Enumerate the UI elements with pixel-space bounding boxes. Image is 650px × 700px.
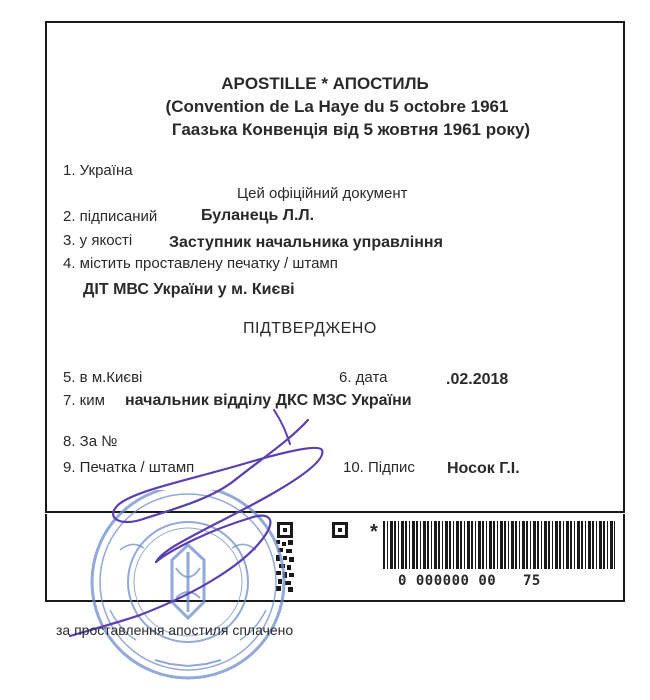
seal-label: 4. містить проставлену печатку / штамп [63,255,338,272]
convention-line-ua: Гаазька Конвенція від 5 жовтня 1961 року) [171,120,531,139]
date-value: .02.2018 [446,371,509,388]
place-label: 5. в м.Києві [63,369,143,386]
convention-line-fr: (Convention de La Haye du 5 octobre 1961 [165,97,509,116]
qr-marker-left [277,522,293,538]
document-intro: Цей офіційний документ [237,185,408,202]
issued-by-label: 7. ким [63,392,105,409]
fee-paid-note: за проставлення апостиля сплачено [56,622,294,638]
signed-by-label: 2. підписаний [63,208,158,225]
barcode-number: 0 000000 00 75 [398,573,541,589]
country-label: 1. Україна [63,162,133,179]
capacity-label: 3. у якості [63,232,133,249]
qr-marker-right [332,522,348,538]
signature-value: Носок Г.І. [447,460,520,477]
seal-value: ДІТ МВС України у м. Києві [83,281,295,298]
signed-by-value: Буланець Л.Л. [201,207,315,224]
signature-label: 10. Підпис [343,459,415,476]
apostille-frame [45,21,625,513]
barcode [383,521,615,569]
barcode-star: * [370,521,378,543]
number-label: 8. За № [63,433,118,450]
date-label: 6. дата [339,369,388,386]
capacity-value: Заступник начальника управління [169,234,443,251]
datamatrix-code [276,540,294,592]
seal-stamp-label: 9. Печатка / штамп [63,459,195,476]
apostille-title: APOSTILLE * АПОСТИЛЬ [221,74,429,93]
issued-by-value: начальник відділу ДКС МЗС України [125,392,412,409]
confirmed-heading: ПІДТВЕРДЖЕНО [243,320,377,337]
